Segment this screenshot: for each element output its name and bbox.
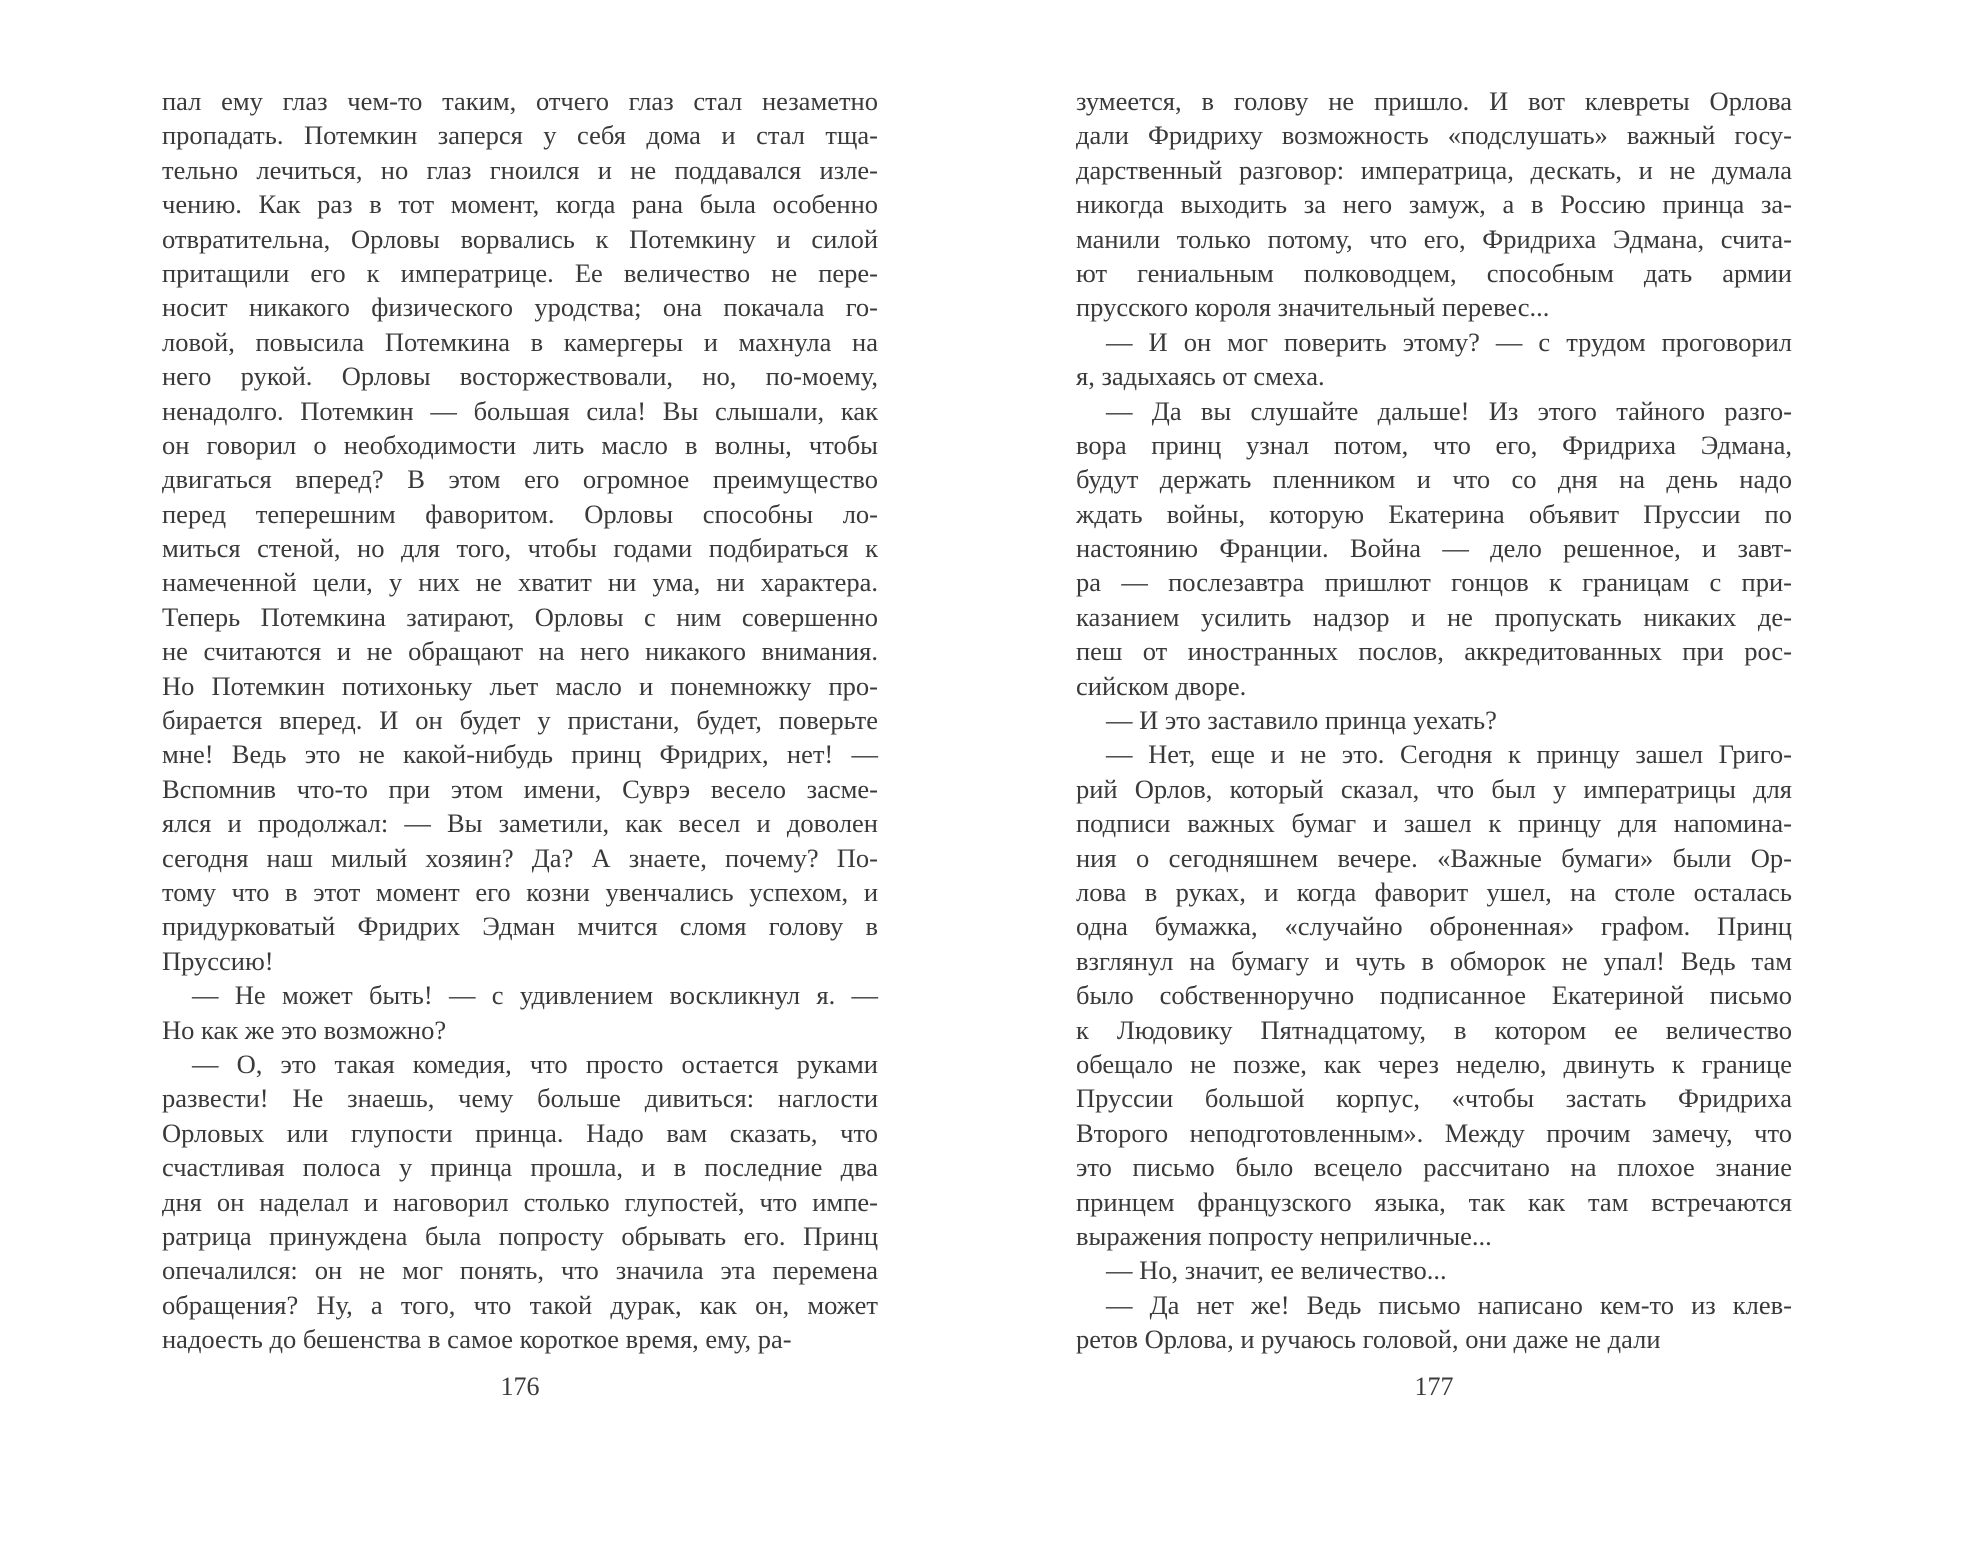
text-line: дня он наделал и наговорил столько глупостей, что импе- (162, 1186, 878, 1217)
text-line: принцем французского языка, так как там встречаются (1076, 1186, 1792, 1217)
text-line: опечалился: он не мог понять, что значила эта перемена (162, 1255, 878, 1286)
text-line: тельно лечиться, но глаз гноился и не поддавался изле- (162, 154, 878, 185)
text-line: Но Потемкин потихоньку льет масло и понемножку про- (162, 670, 878, 701)
text-line: одна бумажка, «случайно оброненная» графом. Принц (1076, 911, 1792, 942)
text-line: он говорил о необходимости лить масло в волны, чтобы (162, 429, 878, 460)
text-line: счастливая полоса у принца прошла, и в последние два (162, 1152, 878, 1183)
text-line: придурковатый Фридрих Эдман мчится сломя голову в (162, 911, 878, 942)
text-line: чению. Как раз в тот момент, когда рана была особенно (162, 189, 878, 220)
text-line: — Но, значит, ее величество... (1106, 1255, 1447, 1286)
text-line: ждать войны, которую Екатерина объявит Пруссии по (1076, 498, 1792, 529)
text-line: казанием усилить надзор и не пропускать никаких де- (1076, 601, 1792, 632)
text-line: пеш от иностранных послов, аккредитованных при рос- (1076, 636, 1792, 667)
left-page-number: 176 (500, 1372, 540, 1401)
text-line: я, задыхаясь от смеха. (1076, 361, 1325, 392)
text-line: ратрица принуждена была попросту обрывать его. Принц (162, 1220, 878, 1251)
text-line: — И это заставило принца уехать? (1106, 705, 1497, 736)
text-line: дарственный разговор: императрица, дескать, и не думала (1076, 154, 1792, 185)
text-line: тому что в этот момент его козни увенчались успехом, и (162, 876, 878, 907)
text-line: намеченной цели, у них не хватит ни ума, ни характера. (162, 567, 878, 598)
text-line: лова в руках, и когда фаворит ушел, на столе осталась (1076, 876, 1792, 907)
text-line: подписи важных бумаг и зашел к принцу для напомина- (1076, 808, 1792, 839)
text-line: притащили его к императрице. Ее величество не пере- (162, 257, 878, 288)
text-line: вора принц узнал потом, что его, Фридриха Эдмана, (1076, 429, 1792, 460)
text-line: него рукой. Орловы восторжествовали, но, по-моему, (162, 361, 878, 392)
text-line: двигаться вперед? В этом его огромное преимущество (162, 464, 878, 495)
text-line: ловой, повысила Потемкина в камергеры и махнула на (162, 326, 878, 357)
text-line: не считаются и не обращают на него никакого внимания. (162, 636, 878, 667)
text-line: Орловых или глупости принца. Надо вам сказать, что (162, 1117, 878, 1148)
text-line: мне! Ведь это не какой-нибудь принц Фридрих, нет! — (162, 739, 878, 770)
text-line: Пруссию! (162, 945, 274, 976)
text-line: Но как же это возможно? (162, 1014, 447, 1045)
text-line: — Не может быть! — с удивлением воскликнул я. — (192, 980, 878, 1011)
text-line: отвратительна, Орловы ворвались к Потемкину и силой (162, 223, 878, 254)
text-line: настоянию Франции. Война — дело решенное, и завт- (1076, 533, 1792, 564)
text-line: бирается вперед. И он будет у пристани, будет, поверьте (162, 705, 878, 736)
text-line: — О, это такая комедия, что просто остается руками (192, 1048, 878, 1079)
text-line: пропадать. Потемкин заперся у себя дома и стал тща- (162, 120, 878, 151)
text-line: манили только потому, что его, Фридриха Эдмана, счита- (1076, 223, 1792, 254)
text-line: было собственноручно подписанное Екатериной письмо (1076, 980, 1792, 1011)
text-line: надоесть до бешенства в самое короткое время, ему, ра- (162, 1324, 792, 1355)
text-line: перед теперешним фаворитом. Орловы способны ло- (162, 498, 878, 529)
text-line: ялся и продолжал: — Вы заметили, как весел и доволен (162, 808, 878, 839)
text-line: ния о сегодняшнем вечере. «Важные бумаги» были Ор- (1076, 842, 1792, 873)
text-line: — Нет, еще и не это. Сегодня к принцу зашел Григо- (1106, 739, 1792, 770)
text-line: выражения попросту неприличные... (1076, 1220, 1492, 1251)
text-line: Второго неподготовленным». Между прочим замечу, что (1076, 1117, 1792, 1148)
text-line: ненадолго. Потемкин — большая сила! Вы слышали, как (162, 395, 878, 426)
text-line: — И он мог поверить этому? — с трудом проговорил (1106, 326, 1792, 357)
text-line: рий Орлов, который сказал, что был у императрицы для (1076, 773, 1792, 804)
text-line: Теперь Потемкина затирают, Орловы с ним совершенно (162, 601, 878, 632)
text-line: ра — послезавтра пришлют гонцов к границам с при- (1076, 567, 1792, 598)
text-line: развести! Не знаешь, чему больше дивиться: наглости (162, 1083, 878, 1114)
text-line: это письмо было всецело рассчитано на плохое знание (1076, 1152, 1792, 1183)
text-line: к Людовику Пятнадцатому, в котором ее величество (1076, 1014, 1792, 1045)
text-line: зумеется, в голову не пришло. И вот клевреты Орлова (1076, 86, 1792, 116)
text-line: Вспомнив что-то при этом имени, Суврэ весело засме- (162, 773, 878, 804)
text-line: Пруссии большой корпус, «чтобы застать Фридриха (1076, 1083, 1792, 1114)
text-line: взглянул на бумагу и чуть в обморок не упал! Ведь там (1076, 945, 1792, 976)
text-line: ют гениальным полководцем, способным дать армии (1076, 257, 1792, 288)
text-line: прусского короля значительный перевес... (1076, 292, 1550, 323)
text-line: будут держать пленником и что со дня на день надо (1076, 464, 1792, 495)
text-line: сийском дворе. (1076, 670, 1247, 701)
text-line: ретов Орлова, и ручаюсь головой, они даже не дали (1076, 1324, 1661, 1355)
text-line: сегодня наш милый хозяин? Да? А знаете, почему? По- (162, 842, 878, 873)
text-line: обращения? Ну, а того, что такой дурак, как он, может (162, 1289, 878, 1320)
text-line: пал ему глаз чем-то таким, отчего глаз стал незаметно (162, 86, 878, 116)
book-spine (982, 0, 983, 1546)
left-page (162, 84, 878, 1356)
text-line: дали Фридриху возможность «подслушать» важный госу- (1076, 120, 1792, 151)
right-page-number: 177 (1414, 1372, 1454, 1401)
text-line: никогда выходить за него замуж, а в Россию принца за- (1076, 189, 1792, 220)
text-line: миться стеной, но для того, чтобы годами подбираться к (162, 533, 878, 564)
text-line: носит никакого физического уродства; она покачала го- (162, 292, 878, 323)
right-page (1076, 84, 1792, 1356)
text-line: — Да вы слушайте дальше! Из этого тайного разго- (1106, 395, 1792, 426)
text-line: — Да нет же! Ведь письмо написано кем-то из клев- (1106, 1289, 1792, 1320)
text-line: обещало не позже, как через неделю, двинуть к границе (1076, 1048, 1792, 1079)
